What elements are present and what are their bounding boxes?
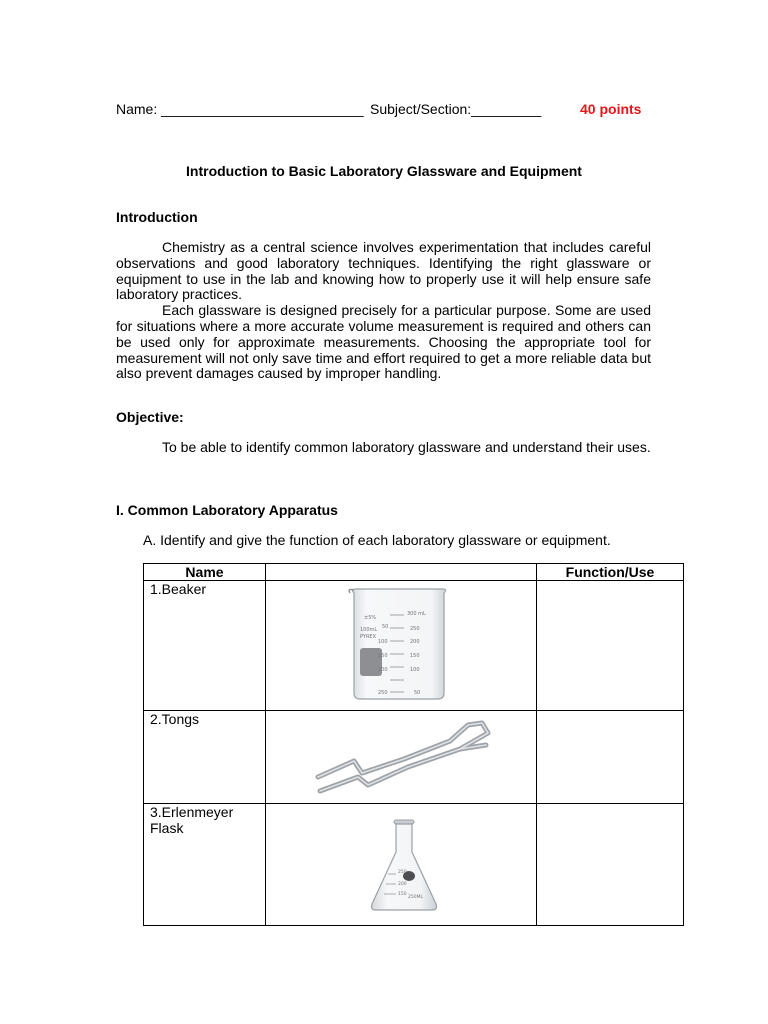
beaker-icon xyxy=(344,585,454,703)
beaker-mark: 250 xyxy=(410,626,420,632)
beaker-mark: 100 xyxy=(378,639,388,645)
flask-mark: 200 xyxy=(398,882,407,887)
introduction-paragraph-2: Each glassware is designed precisely for a particular purpose. Some are used for situations where a more accurate volume measurement is required and others can be used only for approximate measurements. Choosing the appropriate tool for measurement will not only save time and effort required to get a more reliable data but also prevent damages caused by improper handling. xyxy=(116,302,651,382)
table-row xyxy=(144,804,684,926)
points-label: 40 points xyxy=(580,101,642,117)
table-row xyxy=(144,581,684,711)
flask-mark: 250 xyxy=(398,870,407,875)
name-field-label[interactable]: Name: __________________________ xyxy=(116,101,364,117)
beaker-mark: 200 xyxy=(378,667,388,673)
row-image-beaker xyxy=(266,581,537,711)
tongs-icon xyxy=(310,715,500,801)
introduction-body xyxy=(116,240,651,382)
section-instruction: A. Identify and give the function of each laboratory glassware or equipment. xyxy=(143,532,611,548)
beaker-mark: 50 xyxy=(382,624,389,630)
table-header-row xyxy=(144,564,684,581)
introduction-heading: Introduction xyxy=(116,209,198,225)
row-name-beaker: 1.Beaker xyxy=(144,581,266,711)
introduction-paragraph-1: Chemistry as a central science involves experimentation that includes careful observations and good laboratory techniques. Identifying the right glassware or equipment to use in the lab and knowing how to properly use it will help ensure safe laboratory practices. xyxy=(116,239,651,303)
header-line xyxy=(116,101,656,121)
beaker-mark: 150 xyxy=(410,653,420,659)
row-function-tongs[interactable] xyxy=(537,711,684,804)
beaker-mark: 100 xyxy=(410,667,420,673)
subject-section-field-label[interactable]: Subject/Section:_________ xyxy=(370,101,542,117)
row-function-erlenmeyer-flask[interactable] xyxy=(537,804,684,926)
beaker-mark: 100mL xyxy=(360,627,378,633)
beaker-mark: 250 xyxy=(378,690,388,696)
column-header-name: Name xyxy=(144,564,266,581)
row-name-erlenmeyer-flask: 3.Erlenmeyer Flask xyxy=(144,804,266,926)
column-header-function: Function/Use xyxy=(537,564,684,581)
beaker-mark: 150 xyxy=(378,653,388,659)
flask-mark: 150 xyxy=(398,892,407,897)
document-title: Introduction to Basic Laboratory Glassware and Equipment xyxy=(186,163,582,179)
beaker-mark: 300 mL xyxy=(407,611,426,617)
beaker-mark: ±5% xyxy=(364,615,377,621)
row-image-erlenmeyer-flask xyxy=(266,804,537,926)
objective-text: To be able to identify common laboratory glassware and understand their uses. xyxy=(162,439,651,455)
column-header-image xyxy=(266,564,537,581)
beaker-mark: 200 xyxy=(410,639,420,645)
section-heading: I. Common Laboratory Apparatus xyxy=(116,502,338,518)
objective-heading: Objective: xyxy=(116,409,184,425)
table-row xyxy=(144,711,684,804)
objective-body xyxy=(116,440,651,456)
row-name-tongs: 2.Tongs xyxy=(144,711,266,804)
erlenmeyer-flask-icon xyxy=(364,818,444,918)
beaker-mark: 50 xyxy=(414,690,421,696)
row-image-tongs xyxy=(266,711,537,804)
apparatus-table xyxy=(143,563,684,926)
flask-mark: 250ML xyxy=(408,895,423,900)
beaker-mark: PYREX xyxy=(360,634,377,640)
row-function-beaker[interactable] xyxy=(537,581,684,711)
